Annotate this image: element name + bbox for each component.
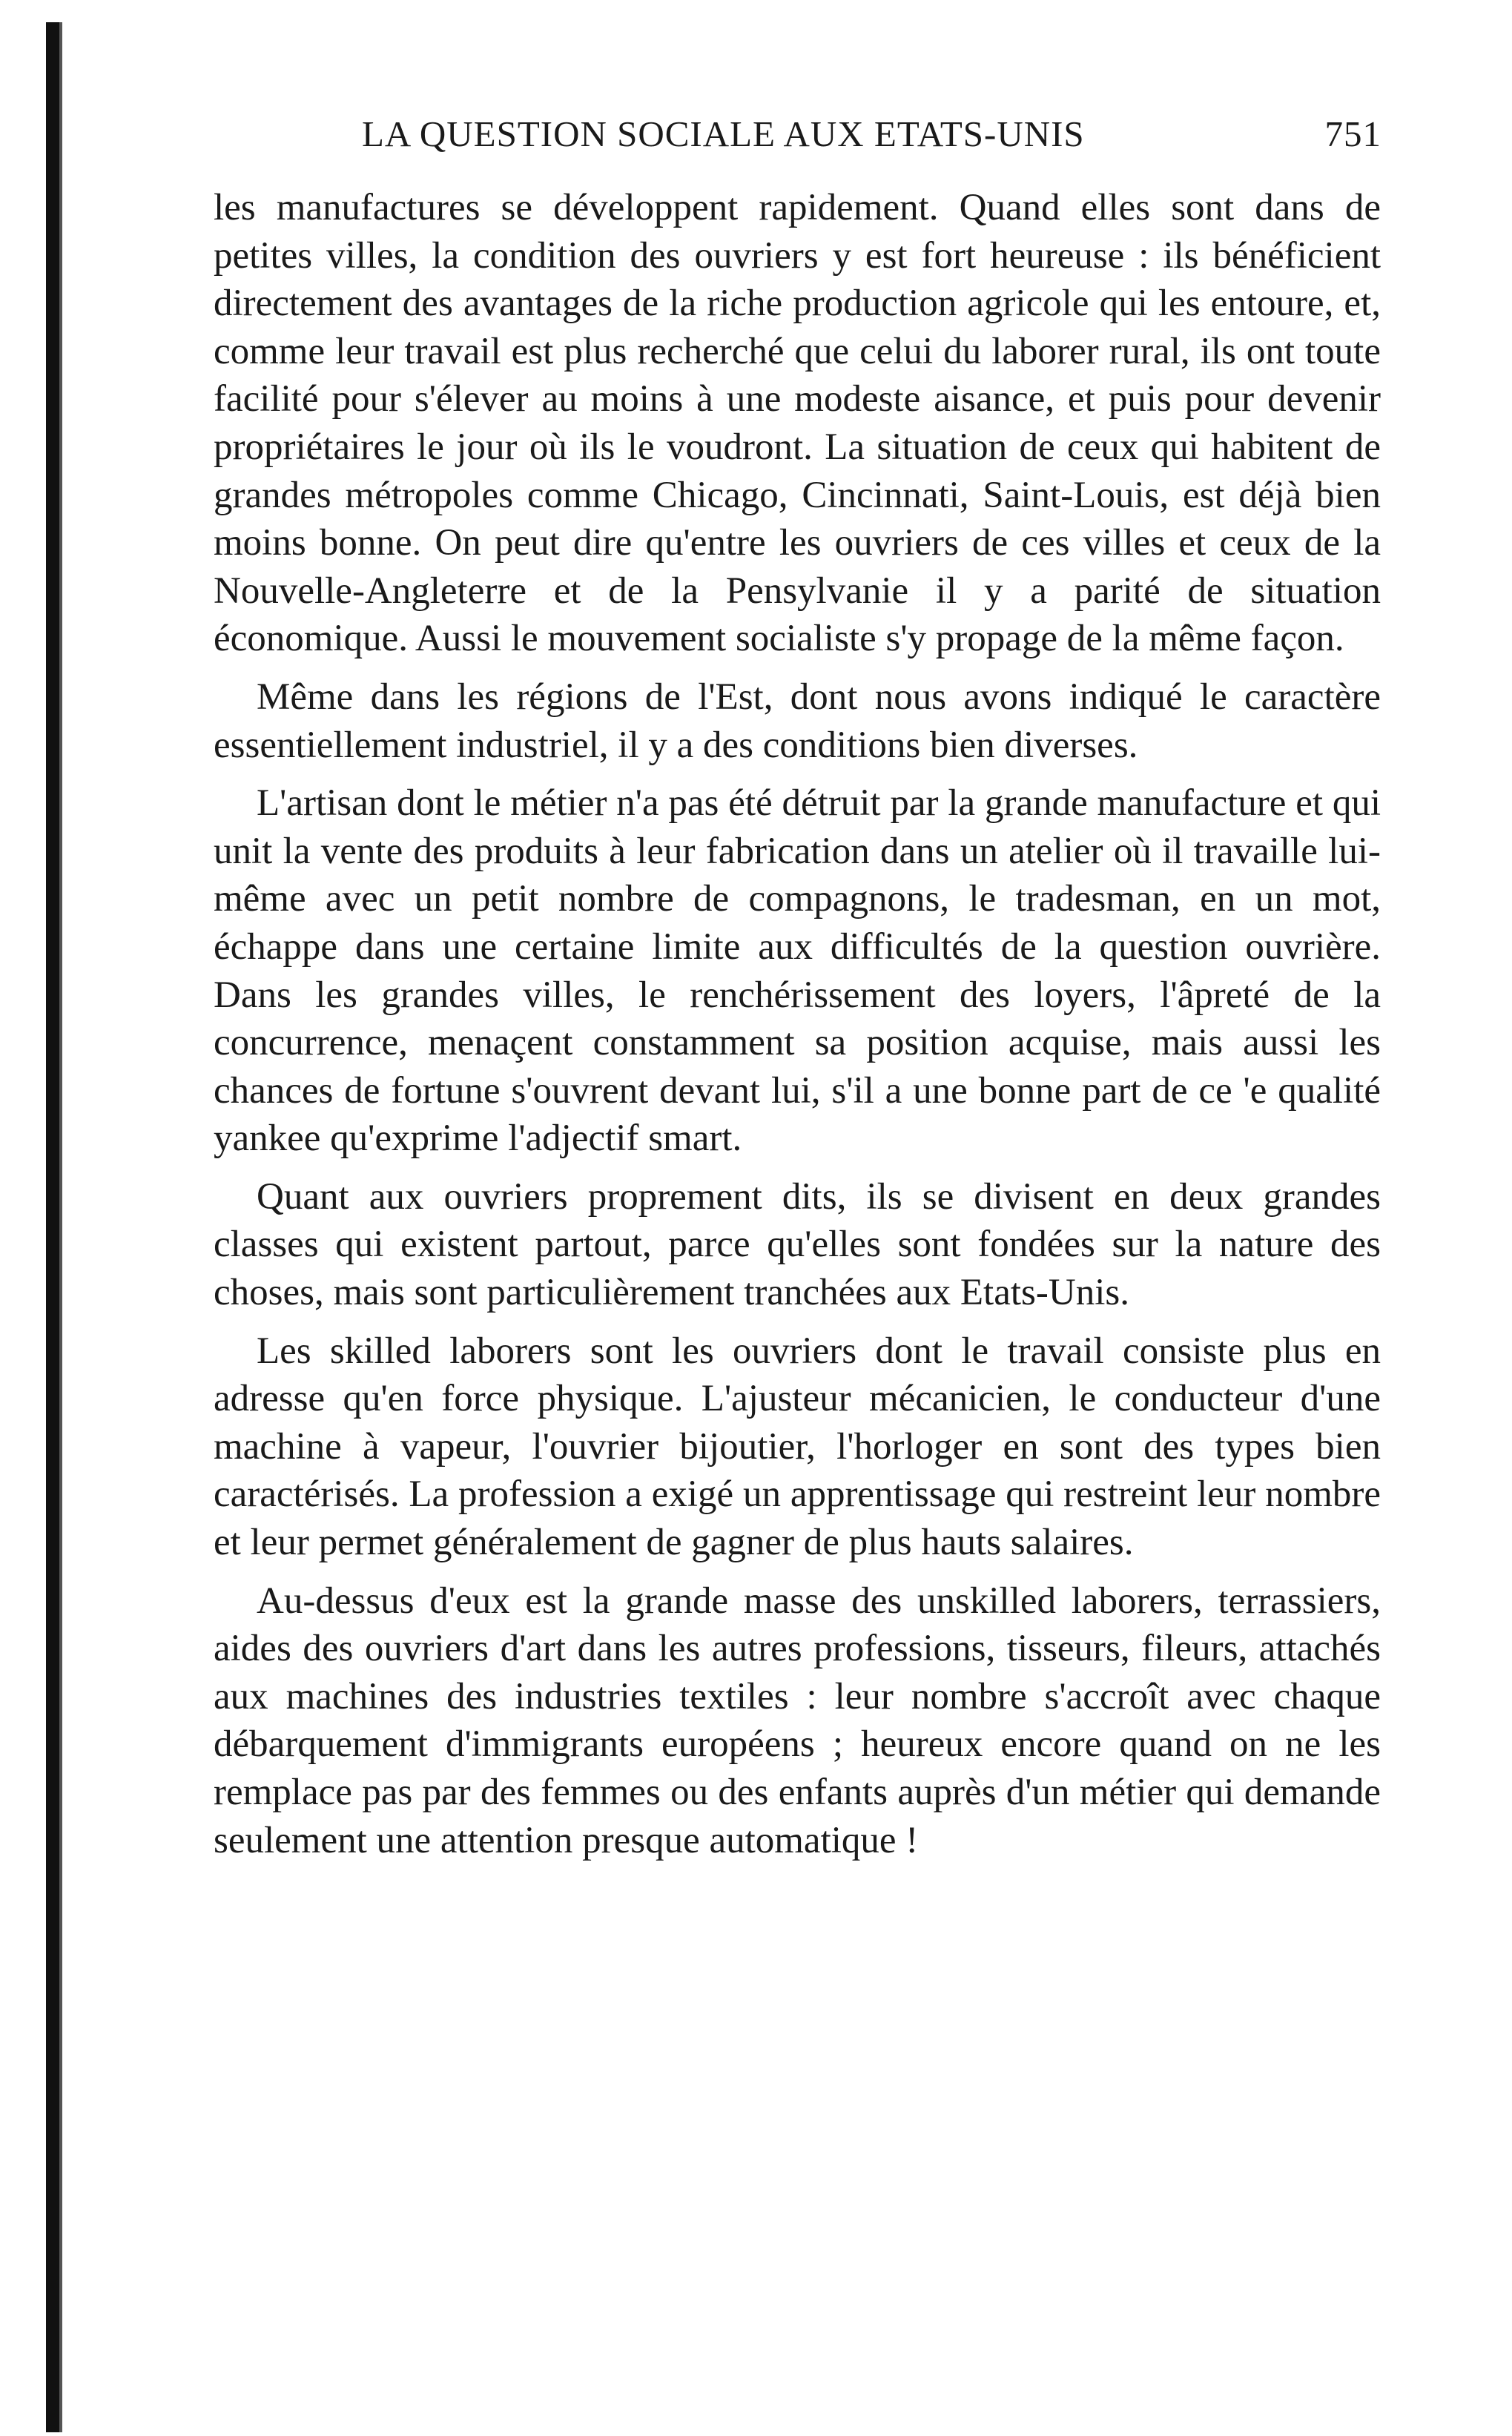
paragraph: Les skilled laborers sont les ouvriers dont le travail consiste plus en adresse qu'en force physique. L'ajusteur mécanicien, le conducteur d'une machine à vapeur, l'ouvrier bijoutier, l'horloger en sont des types bien caractérisés. La profession a exigé un apprentissage qui restreint leur nombre et leur permet généralement de gagner de plus hauts salaires.	[214, 1330, 1381, 1564]
page-body	[214, 184, 1381, 1875]
paragraph: L'artisan dont le métier n'a pas été détruit par la grande manufacture et qui unit la vente des produits à leur fabrication dans un atelier où il travaille lui-même avec un petit nombre de compagnons, le tradesman, en un mot, échappe dans une certaine limite aux difficultés de la question ouvrière. Dans les grandes villes, le renchérissement des loyers, l'âpreté de la concurrence, menaçent constamment sa position acquise, mais aussi les chances de fortune s'ouvrent devant lui, s'il a une bonne part de ce 'e qualité yankee qu'exprime l'adjectif smart.	[214, 782, 1381, 1160]
paragraph: Quant aux ouvriers proprement dits, ils se divisent en deux grandes classes qui existent partout, parce qu'elles sont fondées sur la nature des choses, mais sont particulièrement tranchées aux Etats-Unis.	[214, 1175, 1381, 1314]
book-spine-shadow	[46, 22, 59, 2432]
page-header	[362, 113, 1381, 155]
paragraph: Même dans les régions de l'Est, dont nous avons indiqué le caractère essentiellement industriel, il y a des conditions bien diverses.	[214, 676, 1381, 766]
running-title: LA QUESTION SOCIALE AUX ETATS-UNIS	[362, 113, 1085, 154]
paragraph: Au-dessus d'eux est la grande masse des unskilled laborers, terrassiers, aides des ouvriers d'art dans les autres professions, tisseurs, fileurs, attachés aux machines des industries textiles : leur nombre s'accroît avec chaque débarquement d'immigrants européens ; heureux encore quand on ne les remplace pas par des femmes ou des enfants auprès d'un métier qui demande seulement une attention presque automatique !	[214, 1580, 1381, 1861]
paragraph: les manufactures se développent rapidement. Quand elles sont dans de petites villes, la condition des ouvriers y est fort heureuse : ils bénéficient directement des avantages de la riche production agricole qui les entoure, et, comme leur travail est plus recherché que celui du laborer rural, ils ont toute facilité pour s'élever au moins à une modeste aisance, et puis pour devenir propriétaires le jour où ils le voudront. La situation de ceux qui habitent de grandes métropoles comme Chicago, Cincinnati, Saint-Louis, est déjà bien moins bonne. On peut dire qu'entre les ouvriers de ces villes et ceux de la Nouvelle-Angleterre et de la Pensylvanie il y a parité de situation économique. Aussi le mouvement socialiste s'y propage de la même façon.	[214, 187, 1381, 660]
page-number: 751	[1324, 113, 1381, 154]
book-spine-edge	[59, 22, 62, 2432]
